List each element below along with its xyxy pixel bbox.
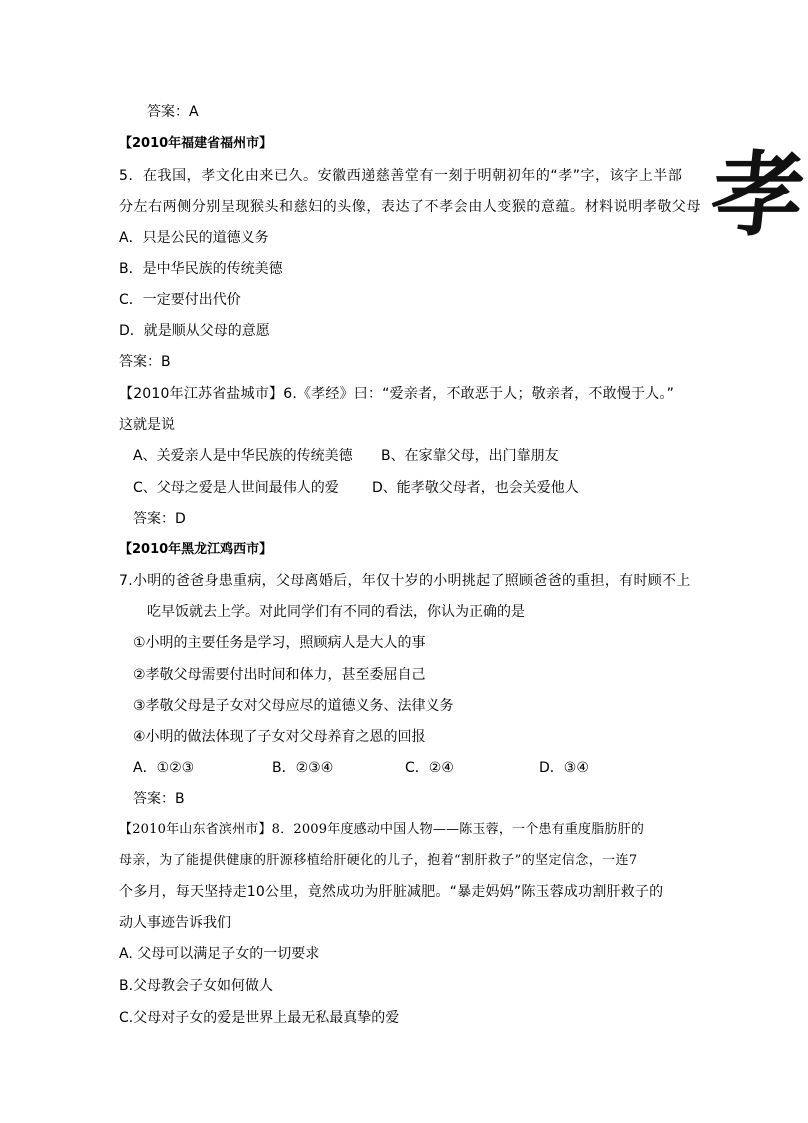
q5-source: 【2010年福建省福州市】 xyxy=(119,136,273,151)
q6-option-b: B、在家靠父母，出门靠朋友 xyxy=(381,448,559,464)
q7-stem-line1: 7.小明的爸爸身患重病，父母离婚后，年仅十岁的小明挑起了照顾爸爸的重担，有时顾不上 xyxy=(119,573,691,589)
q7-answer: 答案：B xyxy=(133,791,185,807)
q5-stem-line2: 分左右两侧分别呈现猴头和慈妇的头像，表达了不孝会由人变猴的意蕴。材料说明孝敬父母 xyxy=(119,199,701,215)
q6-option-a: A、关爱亲人是中华民族的传统美德 xyxy=(133,448,353,464)
q6-stem-line2: 这就是说 xyxy=(119,417,175,433)
q6-option-c: C、父母之爱是人世间最伟人的爱 xyxy=(133,480,339,496)
q8-stem-line3: 个多月，每天坚持走10公里，竟然成功为肝脏减肥。“暴走妈妈”陈玉蓉成功割肝救子的 xyxy=(119,884,664,900)
q7-source: 【2010年黑龙江鸡西市】 xyxy=(119,542,273,557)
q7-stem-line2: 吃早饭就去上学。对此同学们有不同的看法，你认为正确的是 xyxy=(147,604,525,620)
xiao-calligraphy-image: 孝 xyxy=(706,141,808,249)
q6-answer: 答案：D xyxy=(133,511,186,527)
q7-item-3: ③孝敬父母是子女对父母应尽的道德义务、法律义务 xyxy=(133,698,454,714)
previous-answer: 答案：A xyxy=(147,104,199,120)
q8-option-b: B.父母教会子女如何做人 xyxy=(119,978,274,994)
q5-option-c: C．一定要付出代价 xyxy=(119,292,241,308)
q5-answer: 答案：B xyxy=(119,354,171,370)
q6-option-d: D、能孝敬父母者，也会关爱他人 xyxy=(372,480,579,496)
q5-option-b: B．是中华民族的传统美德 xyxy=(119,261,283,277)
q7-option-a: A．①②③ xyxy=(133,760,195,776)
q8-source-and-stem: 【2010年山东省滨州市】8．2009年度感动中国人物——陈玉蓉，一个患有重度脂肪肝的 xyxy=(119,822,645,837)
q7-item-4: ④小明的做法体现了子女对父母养育之恩的回报 xyxy=(133,729,426,745)
q7-option-b: B．②③④ xyxy=(272,760,334,776)
q8-stem-line4: 动人事迹告诉我们 xyxy=(119,915,231,931)
q8-stem-line2: 母亲，为了能提供健康的肝源移植给肝硬化的儿子，抱着“割肝救子”的坚定信念，一连7 xyxy=(119,853,638,868)
q5-option-a: A．只是公民的道德义务 xyxy=(119,230,269,246)
q5-stem-line1: 5．在我国，孝文化由来已久。安徽西递慈善堂有一刻于明朝初年的“孝”字，该字上半部 xyxy=(119,168,683,184)
q7-option-d: D．③④ xyxy=(539,760,589,776)
q5-option-d: D．就是顺从父母的意愿 xyxy=(119,323,270,339)
q7-item-1: ①小明的主要任务是学习，照顾病人是大人的事 xyxy=(133,635,426,651)
q8-option-c: C.父母对子女的爱是世界上最无私最真挚的爱 xyxy=(119,1010,400,1026)
q6-source-and-stem: 【2010年江苏省盐城市】6.《孝经》曰：“爱亲者，不敢恶于人；敬亲者，不敢慢于人。” xyxy=(119,386,675,402)
q8-option-a: A. 父母可以满足子女的一切要求 xyxy=(119,946,320,962)
q7-item-2: ②孝敬父母需要付出时间和体力，甚至委屈自己 xyxy=(133,667,426,683)
q7-option-c: C．②④ xyxy=(405,760,454,776)
